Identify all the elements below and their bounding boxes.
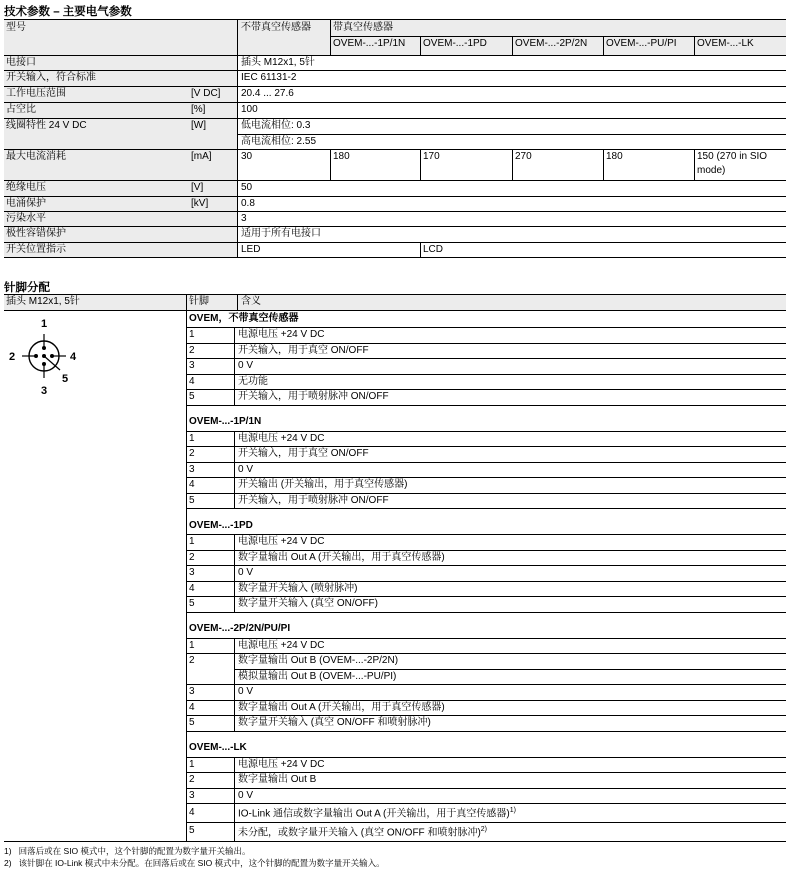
coil-low: 低电流相位: 0.3 xyxy=(241,120,311,131)
indicator-lcd: LCD xyxy=(423,244,444,255)
table-row xyxy=(186,343,786,359)
pin-number: 4 xyxy=(186,804,235,823)
connector-diagram xyxy=(4,312,104,400)
table-row xyxy=(186,581,786,597)
pin-number: 5 xyxy=(186,597,235,613)
table-row xyxy=(186,773,786,789)
pin-group-1pd xyxy=(186,518,786,613)
switch-input-label: 开关输入，符合标准 xyxy=(6,72,96,83)
group-title: OVEM-...-LK xyxy=(186,741,786,758)
table-row xyxy=(186,478,786,494)
table-row xyxy=(186,654,786,670)
pin-label-5: 5 xyxy=(62,373,69,385)
footnote-1: 1) 回落后或在 SIO 模式中，这个针脚的配置为数字量开关输出。 xyxy=(4,846,251,856)
table-row xyxy=(186,685,786,701)
coil-label: 线圈特性 24 V DC xyxy=(6,120,87,131)
table-row xyxy=(186,374,786,390)
table-row xyxy=(186,638,786,654)
current-value-pupi: 180 xyxy=(606,151,623,162)
with-vacuum-header: 带真空传感器 xyxy=(333,22,393,33)
pin-meaning: 模拟量输出 Out B (OVEM-...-PU/PI) xyxy=(235,669,787,685)
pin-meaning: 电源电压 +24 V DC xyxy=(235,638,787,654)
pin-meaning: 数字量开关输入 (喷射脉冲) xyxy=(235,581,787,597)
pin-meaning: 数字量输出 Out A (开关输出，用于真空传感器) xyxy=(235,550,787,566)
group-title: OVEM-...-2P/2N/PU/PI xyxy=(186,622,786,639)
table-row xyxy=(186,788,786,804)
surge-label: 电涌保护 xyxy=(6,198,46,209)
table-row xyxy=(186,462,786,478)
duty-unit: [%] xyxy=(191,104,206,115)
pin-meaning: 数字量输出 Out A (开关输出，用于真空传感器) xyxy=(235,700,787,716)
pin-meaning: 0 V xyxy=(235,462,787,478)
current-value-lk: 150 (270 in SIO xyxy=(697,151,768,162)
pin-number: 1 xyxy=(186,431,235,447)
connector-label: 电接口 xyxy=(6,57,36,68)
model-label: 型号 xyxy=(6,22,26,33)
current-value-2p2n: 270 xyxy=(515,151,532,162)
pin-group-1p1n xyxy=(186,415,786,510)
pin-group-novac xyxy=(186,311,786,406)
pin-meaning: 数字量输出 Out B xyxy=(235,773,787,789)
table-row xyxy=(186,716,786,732)
pin-label-2: 2 xyxy=(9,351,16,363)
variant-pupi: OVEM-...-PU/PI xyxy=(606,38,677,49)
pin-number: 3 xyxy=(186,359,235,375)
pin-number: 1 xyxy=(186,328,235,344)
surge-unit: [kV] xyxy=(191,198,209,209)
pin-number: 2 xyxy=(186,447,235,463)
table-row xyxy=(186,669,786,685)
pin-meaning: 开关输入，用于真空 ON/OFF xyxy=(235,343,787,359)
polarity-value: 适用于所有电接口 xyxy=(241,228,321,239)
indicator-led: LED xyxy=(241,244,261,255)
pin-number: 4 xyxy=(186,478,235,494)
variant-1p1n: OVEM-...-1P/1N xyxy=(333,38,406,49)
table-row xyxy=(186,328,786,344)
pin-number: 3 xyxy=(186,685,235,701)
current-unit: [mA] xyxy=(191,151,212,162)
voltage-value: 20.4 ... 27.6 xyxy=(241,88,294,99)
pin-number: 3 xyxy=(186,788,235,804)
pin-meaning: 电源电压 +24 V DC xyxy=(235,757,787,773)
pin-meaning: 数字量开关输入 (真空 ON/OFF) xyxy=(235,597,787,613)
group-title: OVEM，不带真空传感器 xyxy=(186,311,786,328)
table-row xyxy=(186,431,786,447)
polarity-label: 极性容错保护 xyxy=(6,228,66,239)
tech-title: 技术参数 – 主要电气参数 xyxy=(4,6,132,18)
pin-number: 4 xyxy=(186,700,235,716)
pin-meaning: 电源电压 +24 V DC xyxy=(235,328,787,344)
current-value-lk-cont: mode) xyxy=(697,165,726,176)
pin-number: 1 xyxy=(186,638,235,654)
variant-1pd: OVEM-...-1PD xyxy=(423,38,487,49)
pin-meaning: 开关输入，用于喷射脉冲 ON/OFF xyxy=(235,493,787,509)
plug-label: 插头 M12x1, 5针 xyxy=(6,296,80,307)
pin-number: 3 xyxy=(186,566,235,582)
variant-lk: OVEM-...-LK xyxy=(697,38,754,49)
voltage-unit: [V DC] xyxy=(191,88,221,99)
pin-meaning: 开关输入，用于喷射脉冲 ON/OFF xyxy=(235,390,787,406)
pin-number: 2 xyxy=(186,343,235,359)
table-row xyxy=(186,550,786,566)
current-value-novac: 30 xyxy=(241,151,253,162)
pin-meaning: 0 V xyxy=(235,788,787,804)
pin-meaning: 无功能 xyxy=(235,374,787,390)
pins-title: 针脚分配 xyxy=(4,282,50,294)
pin-meaning: 电源电压 +24 V DC xyxy=(235,535,787,551)
footnote-ref: 1) xyxy=(509,807,516,814)
table-row xyxy=(186,804,786,823)
table-row xyxy=(186,822,786,841)
table-row xyxy=(186,390,786,406)
pollution-value: 3 xyxy=(241,213,247,224)
coil-high: 高电流相位: 2.55 xyxy=(241,136,317,147)
insulation-label: 绝缘电压 xyxy=(6,182,46,193)
pin-number: 2 xyxy=(186,773,235,789)
pin-meaning: 0 V xyxy=(235,566,787,582)
pin-number: 1 xyxy=(186,757,235,773)
pin-col-header: 针脚 xyxy=(189,296,209,307)
no-vacuum-header: 不带真空传感器 xyxy=(241,22,311,33)
pin-label-1: 1 xyxy=(41,318,48,330)
table-row xyxy=(186,700,786,716)
pin-meaning: 0 V xyxy=(235,685,787,701)
pin-group-2p2npupi xyxy=(186,622,786,732)
pin-number: 2 xyxy=(186,550,235,566)
pin-meaning: IO-Link 通信或数字量输出 Out A (开关输出，用于真空传感器)$^{1)}$ xyxy=(235,804,787,823)
pin-number: 4 xyxy=(186,581,235,597)
table-row xyxy=(186,535,786,551)
table-row xyxy=(186,597,786,613)
pin-meaning: 未分配，或数字量开关输入 (真空 ON/OFF 和喷射脉冲)$^{2)}$ xyxy=(235,822,787,841)
group-title: OVEM-...-1PD xyxy=(186,518,786,535)
pin-meaning: 数字量输出 Out B (OVEM-...-2P/2N) xyxy=(235,654,787,670)
pin-number: 3 xyxy=(186,462,235,478)
pin-meaning: 开关输出 (开关输出，用于真空传感器) xyxy=(235,478,787,494)
insulation-value: 50 xyxy=(241,182,253,193)
pin-meaning: 数字量开关输入 (真空 ON/OFF 和喷射脉冲) xyxy=(235,716,787,732)
voltage-label: 工作电压范围 xyxy=(6,88,66,99)
footnote-2: 2) 该针脚在 IO-Link 模式中未分配。在回落后或在 SIO 模式中，这个针脚的配置为数字量开关输入。 xyxy=(4,858,385,868)
current-value-1pd: 170 xyxy=(423,151,440,162)
pin-number: 5 xyxy=(186,716,235,732)
insulation-unit: [V] xyxy=(191,182,204,193)
pin-meaning: 电源电压 +24 V DC xyxy=(235,431,787,447)
duty-label: 占空比 xyxy=(6,104,36,115)
switch-input-value: IEC 61131-2 xyxy=(241,72,297,83)
pin-number: 5 xyxy=(186,390,235,406)
variant-2p2n: OVEM-...-2P/2N xyxy=(515,38,588,49)
pin-number: 2 xyxy=(189,655,195,667)
table-row xyxy=(186,359,786,375)
pin-number: 4 xyxy=(186,374,235,390)
meaning-col-header: 含义 xyxy=(241,296,261,307)
connector-value: 插头 M12x1, 5针 xyxy=(241,57,315,68)
pin-label-3: 3 xyxy=(41,385,48,397)
pin-number: 5 xyxy=(186,822,235,841)
duty-value: 100 xyxy=(241,104,258,115)
indicator-label: 开关位置指示 xyxy=(6,244,66,255)
table-row xyxy=(186,566,786,582)
pin-group-lk xyxy=(186,741,786,842)
surge-value: 0.8 xyxy=(241,198,255,209)
pin-label-4: 4 xyxy=(70,351,77,363)
pin-number: 5 xyxy=(186,493,235,509)
group-title: OVEM-...-1P/1N xyxy=(186,415,786,432)
pollution-label: 污染水平 xyxy=(6,213,46,224)
coil-unit: [W] xyxy=(191,120,206,131)
pin-number: 1 xyxy=(186,535,235,551)
pin-groups xyxy=(186,311,786,842)
footnote-ref: 2) xyxy=(480,825,488,833)
table-row xyxy=(186,447,786,463)
current-label: 最大电流消耗 xyxy=(6,151,66,162)
pin-number xyxy=(186,669,235,685)
current-value-1p1n: 180 xyxy=(333,151,350,162)
pin-meaning: 0 V xyxy=(235,359,787,375)
table-row xyxy=(186,757,786,773)
pin-meaning: 开关输入，用于真空 ON/OFF xyxy=(235,447,787,463)
table-row xyxy=(186,493,786,509)
